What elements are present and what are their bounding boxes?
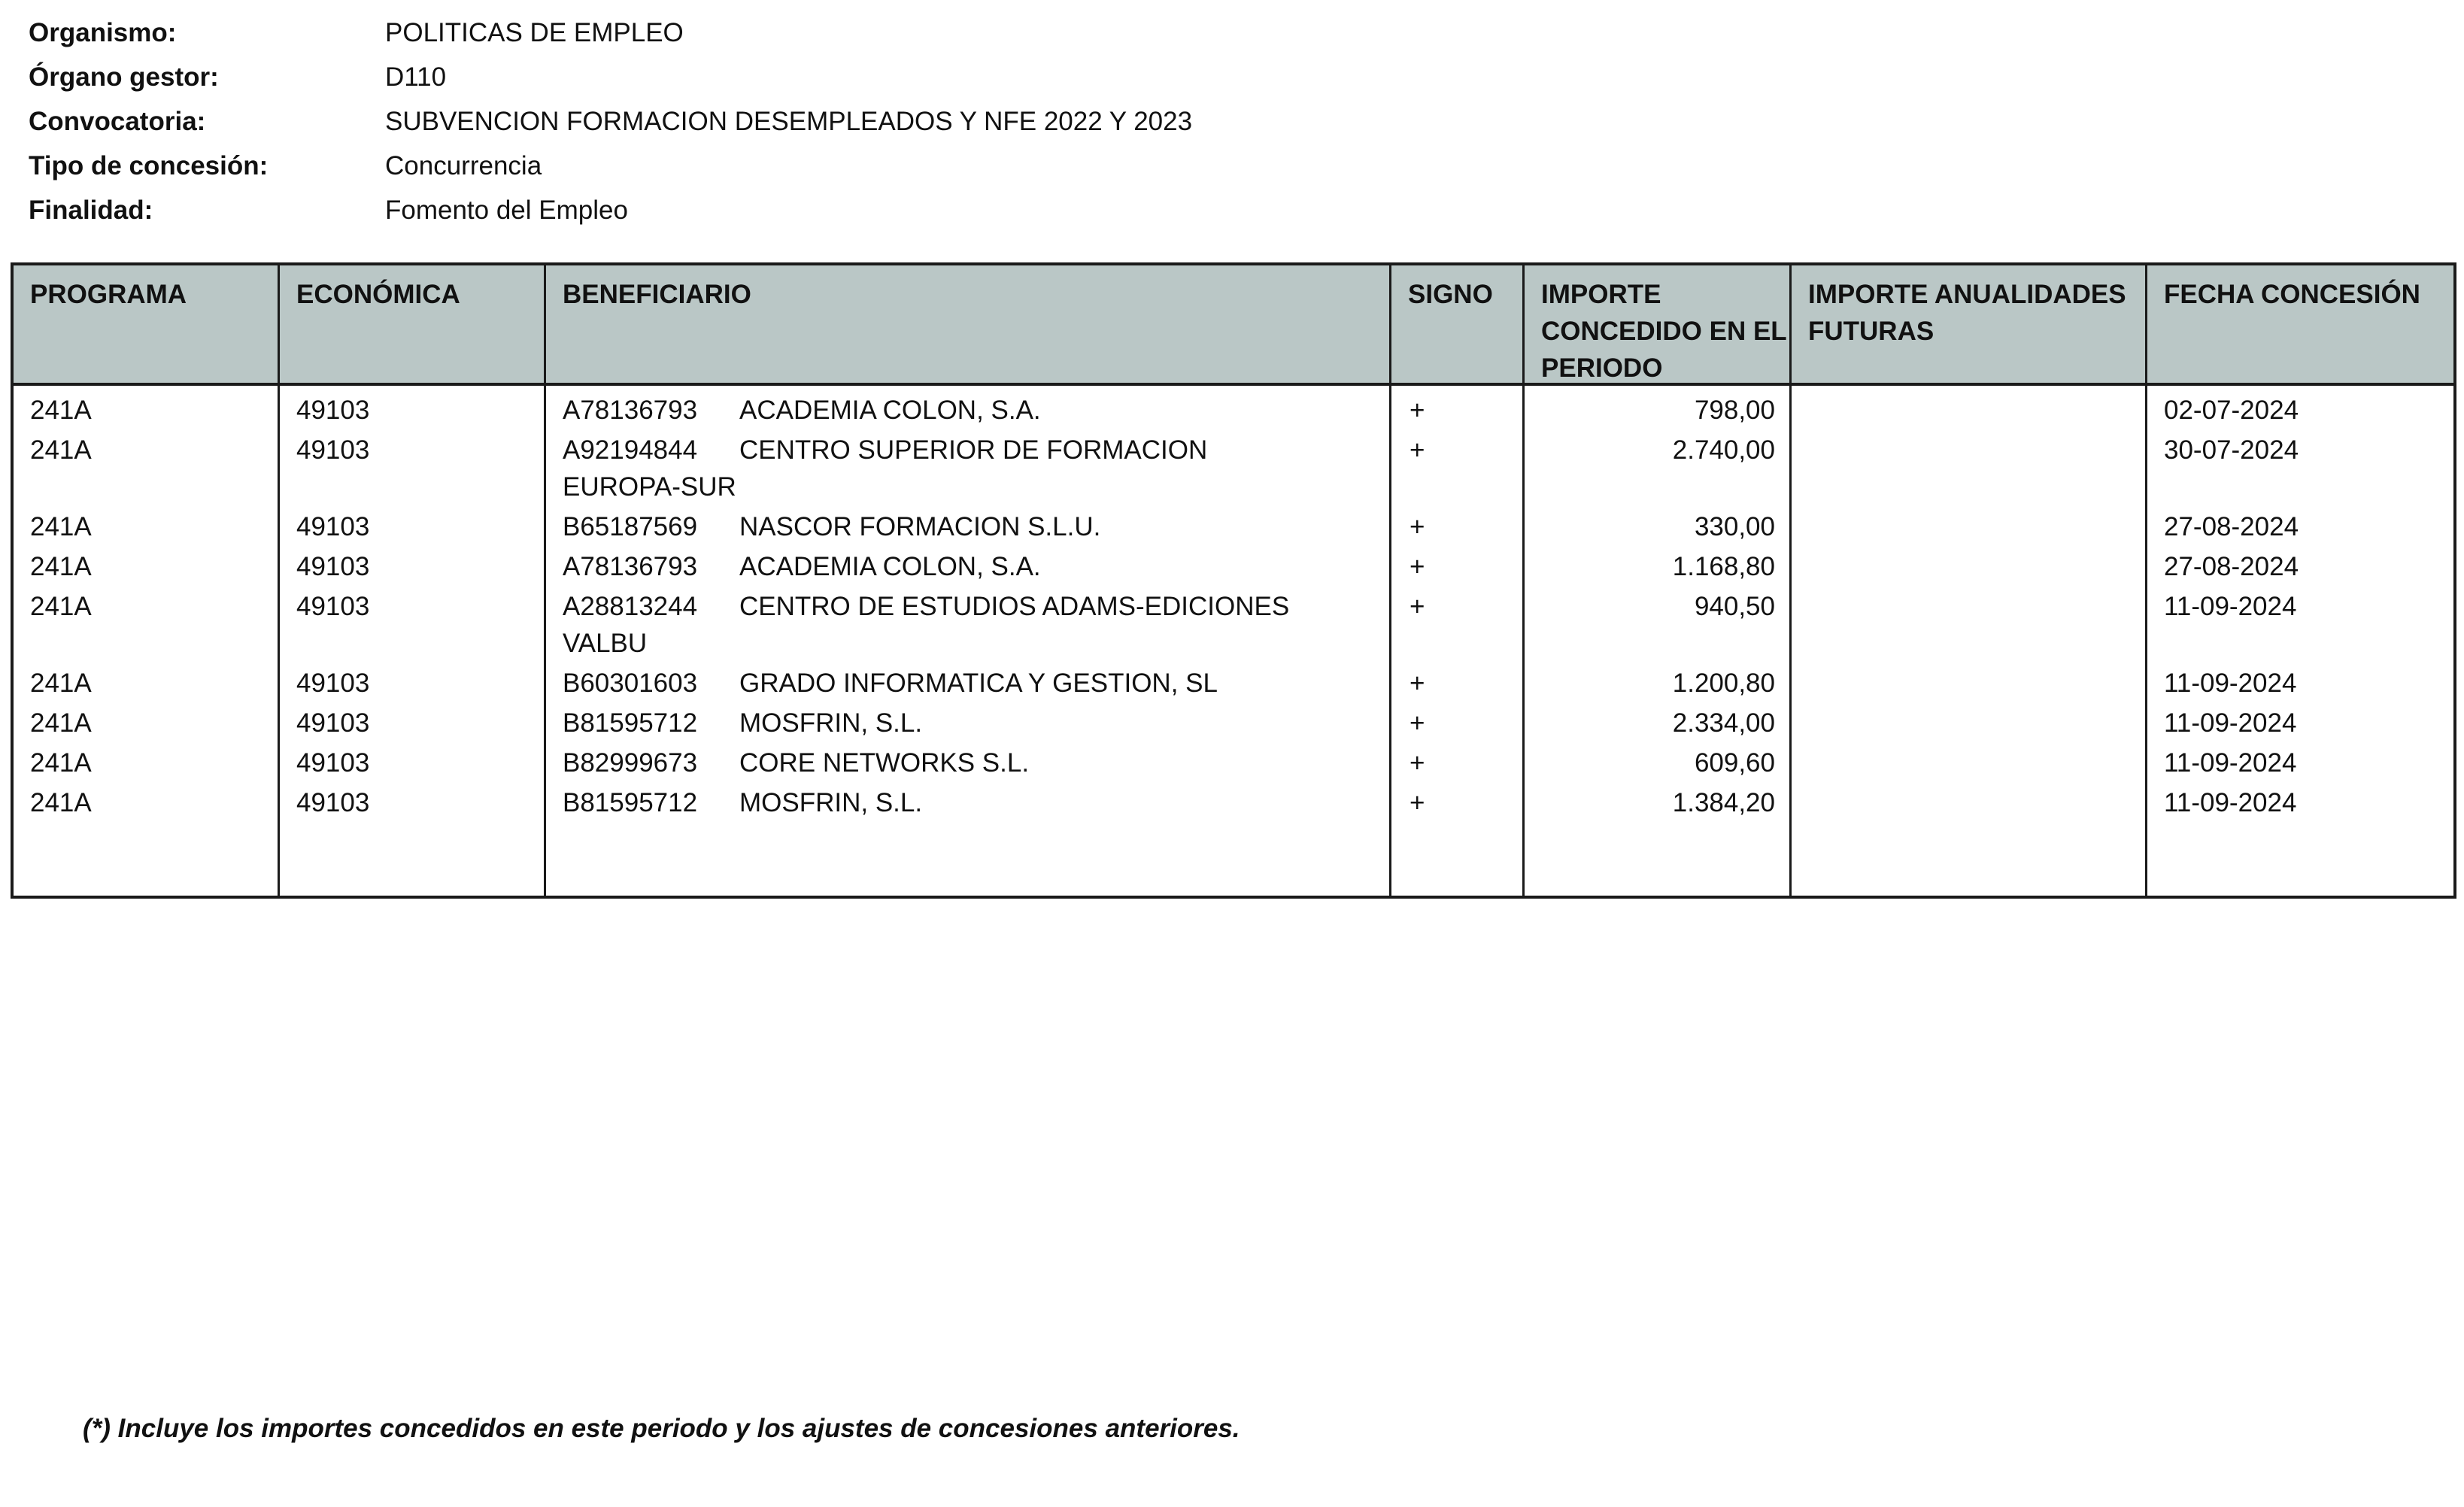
- footnote: (*) Incluye los importes concedidos en este periodo y los ajustes de concesiones anteriores.: [83, 1414, 1240, 1443]
- cell-importe-anualidades: [1792, 545, 2147, 585]
- meta-label: Organismo:: [29, 17, 177, 47]
- cell-signo: +: [1410, 748, 1425, 778]
- cell-economica: 49103: [296, 552, 370, 581]
- beneficiary-name: MOSFRIN, S.L.: [739, 708, 923, 738]
- beneficiary-name: NASCOR FORMACION S.L.U.: [739, 512, 1101, 541]
- beneficiary-name: MOSFRIN, S.L.: [739, 788, 923, 817]
- meta-label: Finalidad:: [29, 195, 153, 225]
- cell-signo: +: [1410, 435, 1425, 465]
- cell-economica: 49103: [296, 669, 370, 698]
- table-header: [14, 265, 2453, 386]
- meta-value: Fomento del Empleo: [385, 195, 628, 225]
- table-row: [14, 741, 2453, 781]
- table-row: [14, 702, 2453, 741]
- cell-fecha-concesion: 30-07-2024: [2164, 435, 2299, 465]
- cell-programa: 241A: [30, 748, 92, 778]
- cell-fecha-concesion: 27-08-2024: [2164, 552, 2299, 581]
- table-body: [14, 383, 2453, 896]
- beneficiary-name: CENTRO SUPERIOR DE FORMACION: [739, 435, 1208, 465]
- beneficiary-nif: A92194844: [563, 435, 698, 465]
- meta-value: Concurrencia: [385, 150, 542, 180]
- cell-beneficiario: [546, 662, 1391, 702]
- column-header-importe-concedido: IMPORTE CONCEDIDO EN EL PERIODO: [1525, 265, 1792, 383]
- cell-economica: 49103: [296, 435, 370, 465]
- table-row: [14, 505, 2453, 545]
- meta-value: SUBVENCION FORMACION DESEMPLEADOS Y NFE 2022 Y 2023: [385, 106, 1193, 136]
- cell-economica: 49103: [296, 708, 370, 738]
- beneficiary-nif: B81595712: [563, 708, 698, 738]
- meta-label: Órgano gestor:: [29, 62, 219, 92]
- cell-importe-anualidades: [1792, 585, 2147, 662]
- cell-importe-anualidades: [1792, 662, 2147, 702]
- cell-fecha-concesion: 11-09-2024: [2164, 788, 2297, 817]
- meta-row-tipo-concesion: [29, 144, 1192, 188]
- beneficiary-name-continued: VALBU: [563, 629, 648, 658]
- cell-fecha-concesion: 11-09-2024: [2164, 708, 2297, 738]
- cell-fecha-concesion: 11-09-2024: [2164, 669, 2297, 698]
- column-header-beneficiario: BENEFICIARIO: [546, 265, 1391, 383]
- cell-importe-anualidades: [1792, 505, 2147, 545]
- cell-fecha-concesion: 11-09-2024: [2164, 748, 2297, 778]
- cell-signo: +: [1410, 708, 1425, 738]
- cell-fecha-concesion: 27-08-2024: [2164, 512, 2299, 541]
- table-row: [14, 781, 2453, 821]
- cell-economica: 49103: [296, 512, 370, 541]
- table-row: [14, 429, 2453, 505]
- beneficiary-nif: A28813244: [563, 592, 698, 621]
- cell-importe-concedido: 798,00: [1694, 396, 1775, 425]
- column-header-economica: ECONÓMICA: [280, 265, 546, 383]
- beneficiary-name: GRADO INFORMATICA Y GESTION, SL: [739, 669, 1218, 698]
- beneficiary-name: ACADEMIA COLON, S.A.: [739, 552, 1041, 581]
- cell-programa: 241A: [30, 592, 92, 621]
- column-header-fecha-concesion: FECHA CONCESIÓN: [2164, 280, 2420, 309]
- cell-programa: 241A: [30, 512, 92, 541]
- cell-signo: +: [1410, 669, 1425, 698]
- meta-row-organismo: [29, 11, 1192, 55]
- cell-economica: 49103: [296, 396, 370, 425]
- beneficiary-name-continued: EUROPA-SUR: [563, 472, 736, 502]
- beneficiary-nif: B81595712: [563, 788, 698, 817]
- table-row: [14, 545, 2453, 585]
- cell-programa: 241A: [30, 396, 92, 425]
- cell-beneficiario: [546, 781, 1391, 821]
- grant-metadata: [29, 11, 1192, 232]
- cell-importe-concedido: 940,50: [1694, 592, 1775, 621]
- cell-importe-anualidades: [1792, 741, 2147, 781]
- cell-fecha-concesion: 11-09-2024: [2164, 592, 2297, 621]
- cell-importe-concedido: 2.334,00: [1672, 708, 1775, 738]
- cell-beneficiario: [546, 389, 1391, 429]
- table-row: [14, 389, 2453, 429]
- cell-importe-concedido: 2.740,00: [1672, 435, 1775, 465]
- column-header-importe-anualidades: IMPORTE ANUALIDADES FUTURAS: [1792, 265, 2147, 383]
- beneficiary-nif: B60301603: [563, 669, 698, 698]
- cell-importe-concedido: 330,00: [1694, 512, 1775, 541]
- cell-beneficiario: [546, 702, 1391, 741]
- beneficiary-nif: B82999673: [563, 748, 698, 778]
- column-header-signo: SIGNO: [1391, 265, 1525, 383]
- cell-importe-anualidades: [1792, 702, 2147, 741]
- cell-signo: +: [1410, 552, 1425, 581]
- cell-fecha-concesion: 02-07-2024: [2164, 396, 2299, 425]
- beneficiary-name: CORE NETWORKS S.L.: [739, 748, 1030, 778]
- cell-programa: 241A: [30, 708, 92, 738]
- table-rows: [14, 389, 2453, 821]
- cell-programa: 241A: [30, 669, 92, 698]
- cell-importe-anualidades: [1792, 429, 2147, 505]
- cell-programa: 241A: [30, 552, 92, 581]
- cell-importe-concedido: 1.384,20: [1672, 788, 1775, 817]
- cell-economica: 49103: [296, 592, 370, 621]
- column-header-programa: PROGRAMA: [14, 265, 280, 383]
- table-row: [14, 662, 2453, 702]
- cell-beneficiario: [546, 585, 1391, 662]
- cell-signo: +: [1410, 512, 1425, 541]
- beneficiary-nif: B65187569: [563, 512, 698, 541]
- beneficiary-name: CENTRO DE ESTUDIOS ADAMS-EDICIONES: [739, 592, 1290, 621]
- cell-importe-concedido: 1.200,80: [1672, 669, 1775, 698]
- cell-beneficiario: [546, 545, 1391, 585]
- cell-importe-concedido: 1.168,80: [1672, 552, 1775, 581]
- cell-importe-anualidades: [1792, 389, 2147, 429]
- cell-beneficiario: [546, 741, 1391, 781]
- cell-beneficiario: [546, 505, 1391, 545]
- cell-signo: +: [1410, 788, 1425, 817]
- beneficiary-nif: A78136793: [563, 396, 698, 425]
- grants-table: [11, 262, 2456, 899]
- meta-value: D110: [385, 62, 447, 92]
- cell-economica: 49103: [296, 748, 370, 778]
- meta-label: Tipo de concesión:: [29, 150, 269, 180]
- cell-beneficiario: [546, 429, 1391, 505]
- cell-importe-anualidades: [1792, 781, 2147, 821]
- beneficiary-name: ACADEMIA COLON, S.A.: [739, 396, 1041, 425]
- meta-row-organo-gestor: [29, 55, 1192, 99]
- cell-importe-concedido: 609,60: [1694, 748, 1775, 778]
- cell-programa: 241A: [30, 788, 92, 817]
- cell-signo: +: [1410, 396, 1425, 425]
- table-row: [14, 585, 2453, 662]
- meta-label: Convocatoria:: [29, 106, 206, 136]
- meta-row-convocatoria: [29, 99, 1192, 144]
- cell-programa: 241A: [30, 435, 92, 465]
- beneficiary-nif: A78136793: [563, 552, 698, 581]
- meta-row-finalidad: [29, 188, 1192, 232]
- cell-economica: 49103: [296, 788, 370, 817]
- meta-value: POLITICAS DE EMPLEO: [385, 17, 684, 47]
- cell-signo: +: [1410, 592, 1425, 621]
